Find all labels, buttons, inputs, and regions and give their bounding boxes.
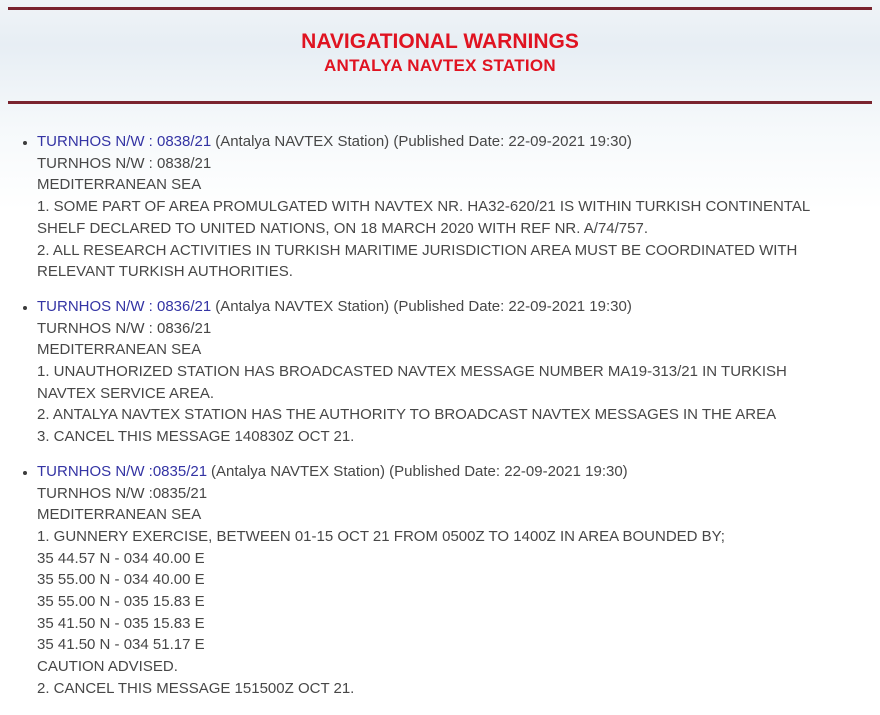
warning-line: 1. GUNNERY EXERCISE, BETWEEN 01-15 OCT 21 FROM 0500Z TO 1400Z IN AREA BOUNDED BY; [37, 527, 725, 545]
warning-line: TURNHOS N/W : 0836/21 [37, 319, 212, 337]
warning-meta: (Antalya NAVTEX Station) (Published Date: 22-09-2021 19:30) [215, 133, 632, 150]
warning-line: TURNHOS N/W :0835/21 [37, 484, 208, 502]
warning-line: NAVTEX SERVICE AREA. [37, 384, 215, 402]
warning-header [37, 461, 872, 483]
warning-line coordinate-line: 35 44.57 N - 034 40.00 E [37, 549, 205, 567]
top-divider [8, 7, 872, 10]
warning-line: TURNHOS N/W : 0838/21 [37, 154, 212, 172]
warning-line coordinate-line: 35 55.00 N - 035 15.83 E [37, 593, 205, 611]
warning-item-0836 [37, 296, 872, 448]
warning-link-0836[interactable]: TURNHOS N/W : 0836/21 [37, 297, 212, 315]
page [0, 7, 880, 715]
warning-line coordinate-line: 35 55.00 N - 034 40.00 E [37, 571, 205, 589]
warning-line: 1. UNAUTHORIZED STATION HAS BROADCASTED NAVTEX MESSAGE NUMBER MA19-313/21 IN TURKISH [37, 363, 787, 381]
warning-meta: (Antalya NAVTEX Station) (Published Date: 22-09-2021 19:30) [211, 462, 628, 480]
header-divider [8, 101, 872, 104]
warning-header [37, 131, 872, 153]
warning-line coordinate-line: 35 41.50 N - 035 15.83 E [37, 614, 205, 632]
warning-line: MEDITERRANEAN SEA [37, 506, 202, 524]
warning-line: SHELF DECLARED TO UNITED NATIONS, ON 18 MARCH 2020 WITH REF NR. A/74/757. [37, 219, 648, 237]
warning-item-0835 [37, 461, 872, 700]
warning-line: 2. ANTALYA NAVTEX STATION HAS THE AUTHORITY TO BROADCAST NAVTEX MESSAGES IN THE AREA [37, 406, 777, 424]
warning-meta: (Antalya NAVTEX Station) (Published Date: 22-09-2021 19:30) [215, 297, 632, 315]
warning-item-0838 [37, 131, 872, 283]
warning-link-0835[interactable]: TURNHOS N/W :0835/21 [37, 462, 208, 480]
warning-line: 1. SOME PART OF AREA PROMULGATED WITH NAVTEX NR. HA32-620/21 IS WITHIN TURKISH CONTINENTAL [37, 198, 811, 216]
warnings-list [0, 131, 880, 700]
warning-line: MEDITERRANEAN SEA [37, 176, 202, 194]
warning-line: 2. CANCEL THIS MESSAGE 151500Z OCT 21. [37, 679, 355, 697]
page-subtitle: ANTALYA NAVTEX STATION [323, 56, 557, 75]
warning-line: MEDITERRANEAN SEA [37, 341, 202, 359]
warning-line: RELEVANT TURKISH AUTHORITIES. [37, 263, 293, 281]
warning-line coordinate-line: 35 41.50 N - 034 51.17 E [37, 636, 205, 654]
warning-header [37, 296, 872, 318]
warning-line: 3. CANCEL THIS MESSAGE 140830Z OCT 21. [37, 428, 355, 446]
warning-line: CAUTION ADVISED. [37, 658, 178, 676]
page-title: NAVIGATIONAL WARNINGS [301, 30, 579, 53]
warning-line: 2. ALL RESEARCH ACTIVITIES IN TURKISH MARITIME JURISDICTION AREA MUST BE COORDINATED WITH [37, 241, 798, 259]
warning-link-0838[interactable]: TURNHOS N/W : 0838/21 [37, 133, 212, 150]
